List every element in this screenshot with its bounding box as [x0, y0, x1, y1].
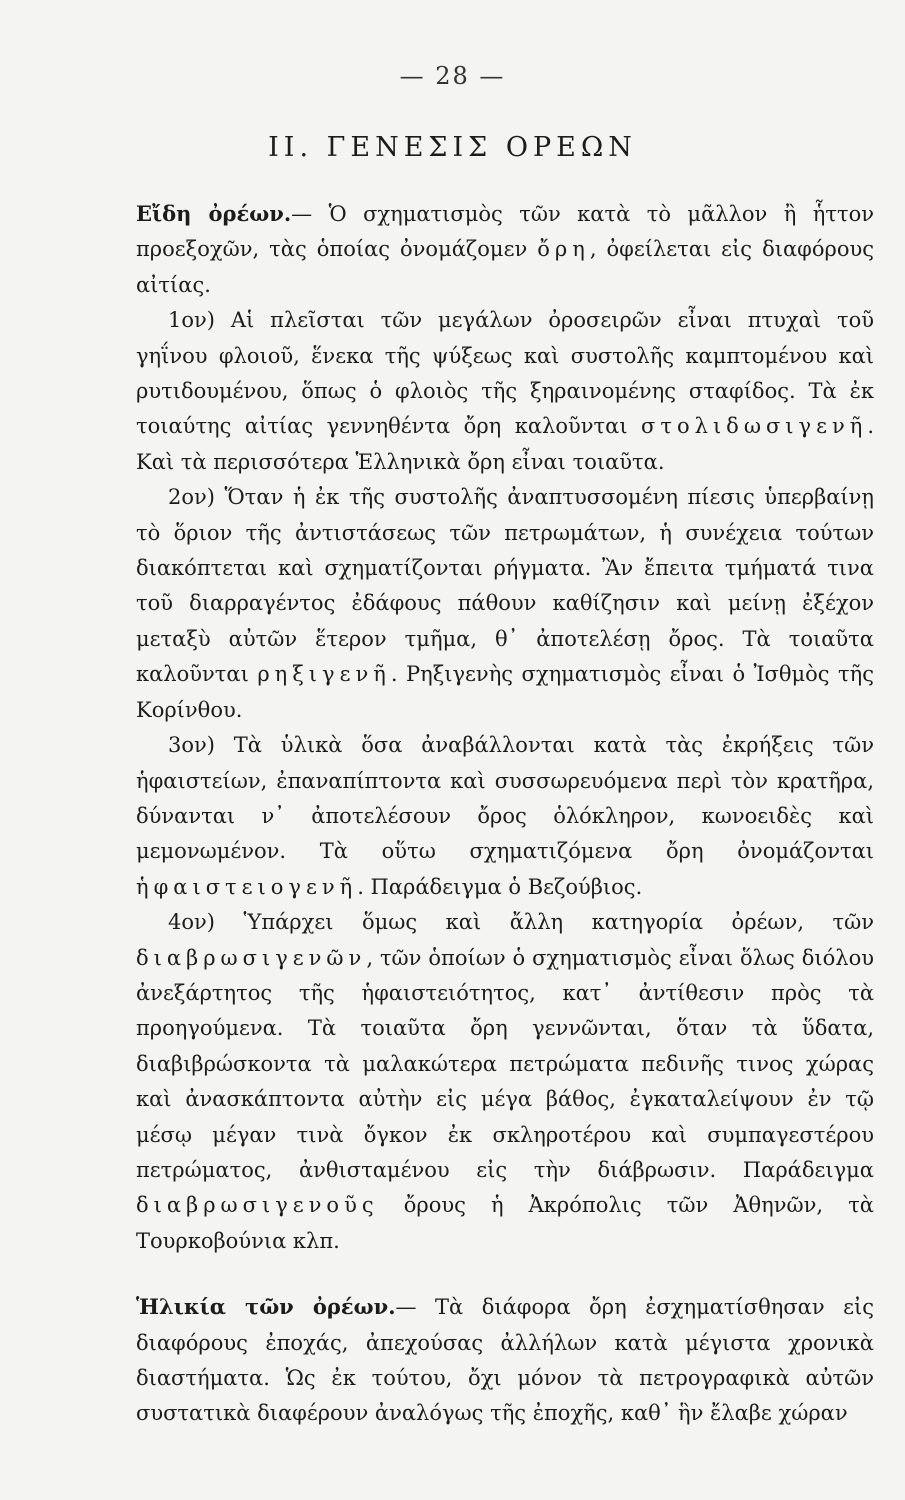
section-heading-mountain-age: Ἡλικία τῶν ὀρέων. — [136, 1294, 396, 1320]
text: , ὀφείλεται εἰς διαφόρους αἰτίας. — [136, 237, 874, 297]
text: , τῶν ὁποίων ὁ σχηματισμὸς εἶναι ὅλως διόλου ἀνεξάρτητος τῆς ἡφαιστειότητος, κατ᾽ ἀντίθεσιν πρὸς τὰ προηγούμενα. Τὰ τοιαῦτα ὄρη γεννῶνται, ὅταν τὰ ὕδατα, διαβιβρώσκοντα τὰ μαλακώτερα πετρώματα πεδινῆς τινος χώρας καὶ ἀνασκάπτοντα αὐτὴν εἰς μέγα βάθος, ἐγκαταλείψουν ἐν τῷ μέσῳ μέγαν τινὰ ὄγκον ἐκ σκληροτέρου καὶ συμπαγεστέρου πετρώματος, ἀνθισταμένου εἰς τὴν διάβρωσιν. Παράδειγμα — [136, 945, 874, 1182]
text: — Τὰ διάφορα ὄρη ἐσχηματίσθησαν εἰς διαφόρους ἐποχάς, ἀπεχούσας ἀλλήλων κατὰ μέγιστα χρονικὰ διαστήματα. Ὡς ἐκ τούτου, ὄχι μόνον τὰ πετρογραφικὰ αὐτῶν συστατικὰ διαφέρουν ἀναλόγως τῆς ἐποχῆς, καθ᾽ ἣν ἔλαβε χώραν — [136, 1295, 874, 1426]
text: 1ον) Αἱ πλεῖσται τῶν μεγάλων ὀροσειρῶν εἶναι πτυχαὶ τοῦ γηΐνου φλοιοῦ, ἕνεκα τῆς ψύξεως καὶ συστολῆς καμπτομένου καὶ ρυτιδουμένου, ὅπως ὁ φλοιὸς τῆς ξηραινομένης σταφίδος. Τὰ ἐκ τοιαύτης αἰτίας γεννηθέντα ὄρη καλοῦνται — [136, 308, 874, 439]
spaced-term: ρηξιγενῆ — [257, 662, 391, 687]
paragraph-4 — [136, 905, 874, 1259]
chapter-title: II. ΓΕΝΕΣΙΣ ΟΡΕΩΝ — [268, 132, 637, 163]
page-number: — 28 — — [399, 62, 506, 90]
text: ὄρους ἡ Ἀκρόπολις τῶν Ἀθηνῶν, τὰ Τουρκοβούνια κλπ. — [136, 1193, 874, 1253]
paragraph-3 — [136, 728, 874, 905]
section-heading-mountain-types: Εἴδη ὀρέων. — [136, 201, 292, 226]
spaced-term: διαβρωσιγενοῦς — [136, 1193, 379, 1218]
text: 3ον) Τὰ ὑλικὰ ὅσα ἀναβάλλονται κατὰ τὰς ἐκρήξεις τῶν ἡφαιστείων, ἐπαναπίπτοντα καὶ συσσωρευόμενα περὶ τὸν κρατῆρα, δύνανται ν᾽ ἀποτελέσουν ὄρος ὁλόκληρον, κωνοειδὲς καὶ μεμονωμένον. Τὰ οὕτω σχηματιζόμενα ὄρη ὀνομάζονται — [136, 733, 874, 864]
body-text — [136, 196, 874, 1432]
text: — Ὁ σχηματισμὸς τῶν κατὰ τὸ μᾶλλον ἢ ἧττον προεξοχῶν, τὰς ὁποίας ὀνομάζομεν — [136, 202, 874, 262]
paragraph-mountain-age — [136, 1289, 874, 1432]
spaced-term: ἡφαιστειογενῆ — [136, 874, 358, 899]
spaced-term: στολιδωσιγενῆ — [641, 414, 868, 439]
paragraph-mountain-types — [136, 196, 874, 303]
text: . Καὶ τὰ περισσότερα Ἑλληνικὰ ὄρη εἶναι τοιαῦτα. — [136, 414, 874, 474]
paragraph-2 — [136, 480, 874, 728]
text: . Παράδειγμα ὁ Βεζούβιος. — [357, 874, 643, 899]
text: 2ον) Ὅταν ἡ ἐκ τῆς συστολῆς ἀναπτυσσομένη πίεσις ὑπερβαίνῃ τὸ ὅριον τῆς ἀντιστάσεως τῶν πετρωμάτων, ἡ συνέχεια τούτων διακόπτεται καὶ σχηματίζονται ρήγματα. Ἂν ἔπειτα τμήματά τινα τοῦ διαρραγέντος ἐδάφους πάθουν καθίζησιν καὶ μείνῃ ἐξέχον μεταξὺ αὐτῶν ἕτερον τμῆμα, θ᾽ ἀποτελέσῃ ὄρος. Τὰ τοιαῦτα καλοῦνται — [136, 485, 874, 687]
text: 4ον) Ὑπάρχει ὅμως καὶ ἄλλη κατηγορία ὀρέων, τῶν — [168, 910, 874, 935]
spaced-term: ὄρη — [537, 237, 590, 262]
spaced-term: διαβρωσιγενῶν — [136, 945, 367, 970]
text: . Ρηξιγενὴς σχηματισμὸς εἶναι ὁ Ἰσθμὸς τῆς Κορίνθου. — [136, 662, 875, 722]
paragraph-1 — [136, 303, 874, 480]
